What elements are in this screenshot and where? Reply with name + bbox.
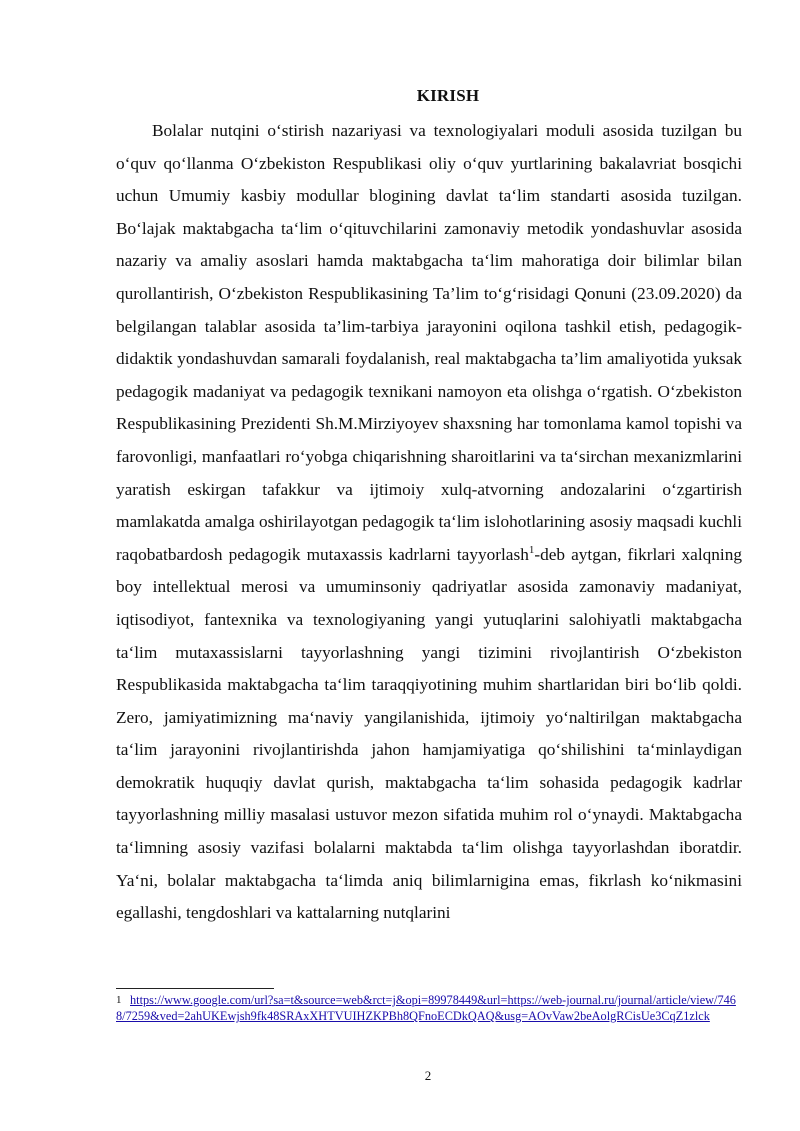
footnote-reference[interactable]: 1 <box>528 543 535 556</box>
footnote-separator <box>116 988 274 989</box>
footnote <box>116 992 744 1024</box>
body-text-part-2: -deb aytgan, fikrlari xalqning boy intellektual merosi va umuminsoniy qadriyatlar asosida zamonaviy madaniyat, iqtisodiyot, fantexnika va texnologiyaning yangi yutuqlarini salohiyatli maktabgacha ta‘lim mutaxassislarni tayyorlashning yangi tizimini rivojlantirish O‘zbekiston Respublikasida maktabgacha ta‘lim taraqqiyotining muhim shartlaridan biri bo‘lib qoldi. Zero, jamiyatimizning ma‘naviy yangilanishida, ijtimoiy yo‘naltirilgan maktabgacha ta‘lim jarayonini rivojlantirishda jahon hamjamiyatiga qo‘shilishini ta‘minlaydigan demokratik huquqiy davlat qurish, maktabgacha ta‘lim sohasida pedagogik kadrlar tayyorlashning milliy masalasi ustuvor mezon sifatida muhim rol o‘ynaydi. Maktabgacha ta‘limning asosiy vazifasi bolalarni maktabda ta‘lim olishga tayyorlashdan iboratdir. Ya‘ni, bolalar maktabgacha ta‘limda aniq bilimlarnigina emas, fikrlash ko‘nikmasini egallashi, tengdoshlari va kattalarning nutqlarini <box>116 544 743 923</box>
page-number: 2 <box>424 1068 432 1083</box>
footnote-marker: 1 <box>116 994 122 1006</box>
body-paragraph <box>116 115 742 930</box>
body-text-part-1: Bolalar nutqini o‘stirish nazariyasi va texnologiyalari moduli asosida tuzilgan bu o‘quv qo‘llanma O‘zbekiston Respublikasi oliy o‘quv yurtlarining bakalavriat bosqichi uchun Umumiy kasbiy modullar blogining davlat ta‘lim standarti asosida tuzilgan. Bo‘lajak maktabgacha ta‘lim o‘qituvchilarini zamonaviy metodik yondashuvlar asosida nazariy va amaliy asoslari hamda maktabgacha ta‘lim mahoratiga doir bilimlar bilan qurollantirish, O‘zbekiston Respublikasining Ta’lim to‘g‘risidagi Qonuni (23.09.2020) da belgilangan talablar asosida ta’lim-tarbiya jarayonini oqilona tashkil etish, pedagogik-didaktik yondashuvdan samarali foydalanish, real maktabgacha ta’lim amaliyotida yuksak pedagogik madaniyat va pedagogik texnikani namoyon eta olishga o‘rgatish. O‘zbekiston Respublikasining Prezidenti Sh.M.Mirziyoyev shaxsning har tomonlama kamol topishi va farovonligi, manfaatlari ro‘yobga chiqarishning sharoitlarini va ta‘sirchan mexanizmlarini yaratish eskirgan tafakkur va ijtimoiy xulq-atvorning andozalarini o‘zgartirish mamlakatda amalga oshirilayotgan pedagogik ta‘lim islohotlarining asosiy maqsadi kuchli raqobatbardosh pedagogik mutaxassis kadrlarni tayyorlash <box>116 121 742 564</box>
footnote-link[interactable]: https://www.google.com/url?sa=t&source=web&rct=j&opi=89978449&url=https://web-journal.ru/journal/article/view/7468/7259&ved=2ahUKEwjsh9fk48SRAxXHTVUIHZKPBh8QFnoECDkQAQ&usg=AOvVaw2beAolgRCisUe3CqZ1zlck <box>116 993 736 1023</box>
section-title: KIRISH <box>416 86 480 105</box>
